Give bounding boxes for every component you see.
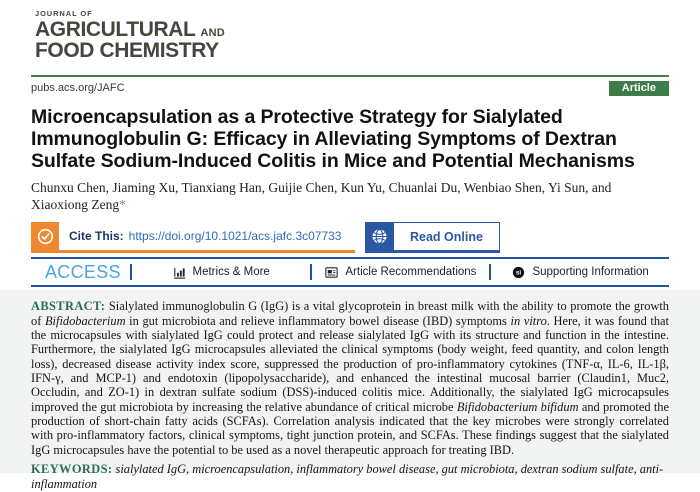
author-names: Chunxu Chen, Jiaming Xu, Tianxiang Han, Guijie Chen, Kun Yu, Chuanlai Du, Wenbiao Shen, Yi Sun, and Xiaoxiong Zeng xyxy=(31,180,612,213)
si-circle-icon xyxy=(511,265,526,280)
journal-logo-line1 xyxy=(35,19,700,40)
bar-chart-icon xyxy=(172,265,187,280)
cite-check-icon[interactable] xyxy=(31,222,59,250)
cite-this-label: Cite This: xyxy=(69,229,124,244)
journal-logo[interactable] xyxy=(35,9,700,62)
keywords-label: KEYWORDS: xyxy=(31,461,113,476)
author-list xyxy=(31,180,669,214)
access-bar-row xyxy=(31,259,669,285)
read-online-label-box xyxy=(393,222,500,250)
journal-url-link[interactable]: pubs.acs.org/JAFC xyxy=(31,82,125,95)
keywords-text: sialylated IgG, microencapsulation, inflammatory bowel disease, gut microbiota, dextran sodium sulfate, anti-inflammation xyxy=(31,461,664,491)
access-bar xyxy=(31,257,669,287)
corresponding-author-link[interactable]: * xyxy=(119,197,126,213)
svg-text:si: si xyxy=(516,269,522,277)
doi-link[interactable]: https://doi.org/10.1021/acs.jafc.3c07733 xyxy=(128,229,342,244)
masthead-divider xyxy=(31,75,669,77)
article-recommendations-label: Article Recommendations xyxy=(345,266,477,279)
abstract-section xyxy=(0,290,700,491)
journal-logo-line1-text: AGRICULTURAL xyxy=(35,18,196,41)
access-link[interactable]: ACCESS xyxy=(45,261,121,282)
article-recommendations-link[interactable] xyxy=(312,265,490,280)
abstract-paragraph xyxy=(31,299,669,457)
supporting-information-link[interactable] xyxy=(491,265,669,280)
journal-logo-and: AND xyxy=(200,27,225,39)
globe-icon xyxy=(365,222,393,250)
metrics-and-more-label: Metrics & More xyxy=(192,266,270,279)
metrics-and-more-link[interactable] xyxy=(132,265,310,280)
abstract-body: Sialylated immunoglobulin G (IgG) is a vital glycoprotein in breast milk with the ability to promote the growth of Bifidobacterium in gut microbiota and relieve inflammatory bowel disease (IBD) symptoms in vitro. Here, it was found that the microcapsules with sialylated IgG could protect and release sialylated IgG with its structure and function in the intestine. Furthermore, the sialylated IgG microcapsules alleviated the clinical symptoms (body weight, feed quantity, and colon length loss), decreased disease activity index score, suppressed the production of pro-inflammatory cytokines (TNF-α, IL-6, IL-1β, IFN-γ, and MCP-1) and endotoxin (lipopolysaccharide), and enhanced the intestinal mucosal barrier (Claudin1, Muc2, Occludin, and ZO-1) in dextran sulfate sodium (DSS)-induced colitis mice. Additionally, the sialylated IgG microcapsules improved the gut microbiota by increasing the relative abundance of critical microbe Bifidobacterium bifidum and promoted the production of short-chain fatty acids (SCFAs). Correlation analysis indicated that the key microbes were strongly correlated with pro-inflammatory factors, clinical symptoms, tight junction protein, and SCFAs. These findings suggest that the sialylated IgG microcapsules have the potential to be used as a novel therapeutic approach for treating IBD. xyxy=(31,299,669,457)
abstract-label: ABSTRACT: xyxy=(31,299,106,314)
article-title: Microencapsulation as a Protective Strategy for Sialylated Immunoglobulin G: Efficacy in Alleviating Symptoms of Dextran Sulfate Sodium-Induced Colitis in Mice and Potential Mechanisms xyxy=(31,105,635,173)
keywords-line xyxy=(31,462,669,492)
read-online-label: Read Online xyxy=(410,229,483,244)
cite-this-module xyxy=(31,222,355,253)
read-online-button[interactable] xyxy=(365,222,500,253)
article-recommendations-icon xyxy=(324,265,339,280)
header-row xyxy=(31,80,669,97)
journal-article-first-page xyxy=(0,9,700,491)
article-type-badge: Article xyxy=(609,81,669,96)
journal-logo-kicker: JOURNAL OF xyxy=(35,9,93,18)
supporting-information-label: Supporting Information xyxy=(532,266,649,279)
access-bar-bottom-rule xyxy=(31,285,669,287)
journal-logo-line2: FOOD CHEMISTRY xyxy=(35,39,219,63)
article-actions-row xyxy=(31,222,669,253)
